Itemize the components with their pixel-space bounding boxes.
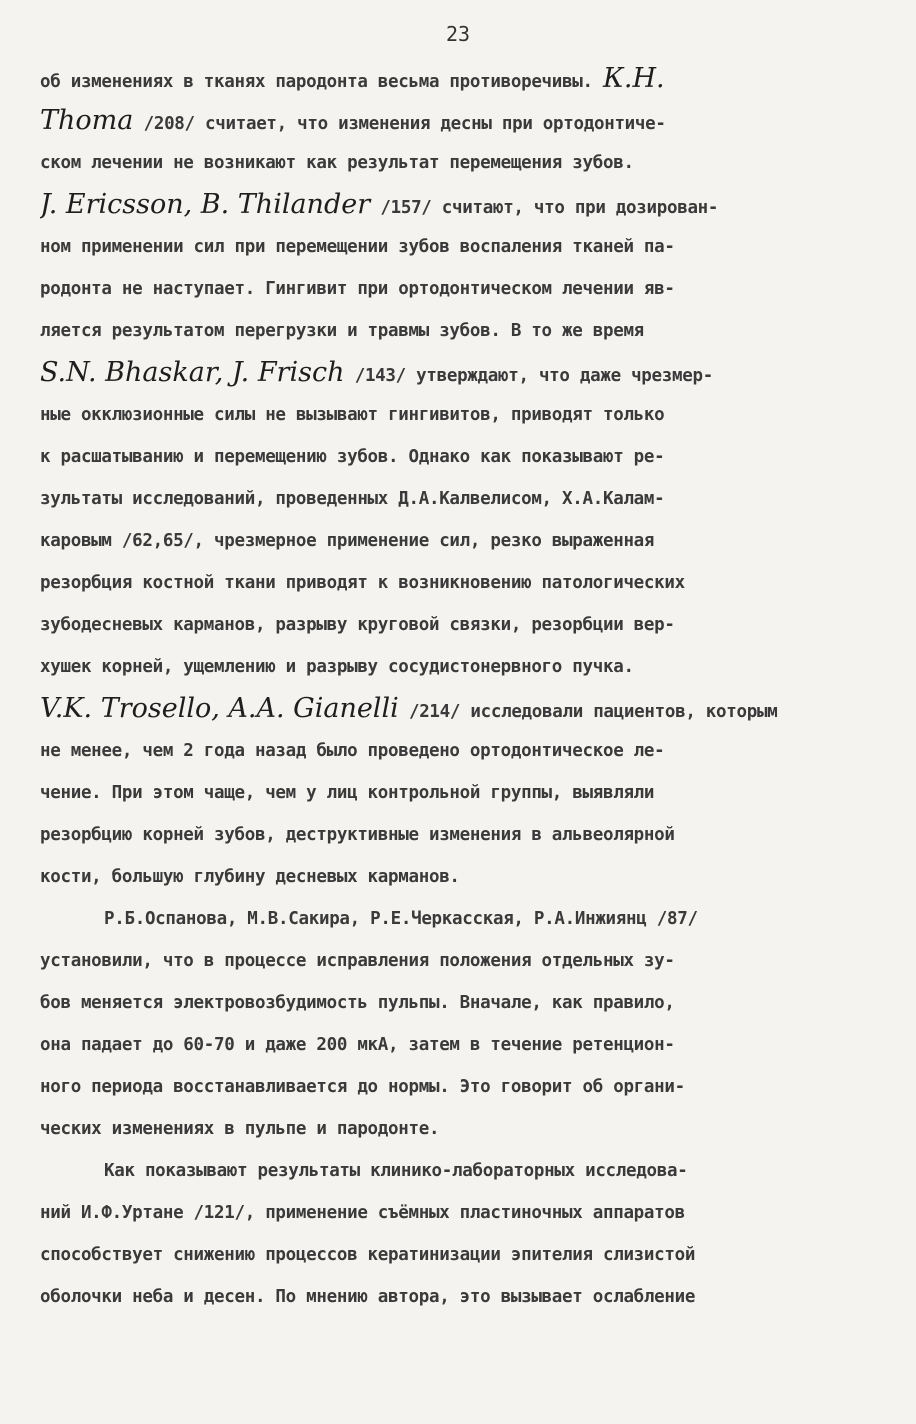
text-line — [40, 772, 880, 814]
line-segment: установили, что в процессе исправления положения отдельных зу- — [40, 951, 675, 971]
handwritten-name: J. Ericsson, B. Thilander — [40, 189, 371, 220]
line-segment: резорбцию корней зубов, деструктивные изменения в альвеолярной — [40, 825, 675, 845]
line-segment: /157/ считают, что при дозирован- — [370, 198, 719, 218]
line-segment: ного периода восстанавливается до нормы. Это говорит об органи- — [40, 1077, 685, 1097]
line-segment: бов меняется электровозбудимость пульпы. Вначале, как правило, — [40, 993, 675, 1013]
text-line — [40, 1066, 880, 1108]
text-line — [40, 310, 880, 352]
line-segment: /214/ исследовали пациентов, которым — [398, 702, 778, 722]
line-segment: /143/ утверждают, что даже чрезмер- — [344, 366, 713, 386]
text-line — [40, 226, 880, 268]
line-segment: каровым /62,65/, чрезмерное применение сил, резко выраженная — [40, 531, 655, 551]
text-line — [40, 100, 880, 142]
body-text — [40, 58, 880, 1318]
line-segment: к расшатыванию и перемещению зубов. Однако как показывают ре- — [40, 447, 665, 467]
text-line — [40, 1150, 880, 1192]
line-segment: чение. При этом чаще, чем у лиц контрольной группы, выявляли — [40, 783, 655, 803]
line-segment: кости, большую глубину десневых карманов. — [40, 867, 460, 887]
text-line — [40, 142, 880, 184]
line-segment: не менее, чем 2 года назад было проведено ортодонтическое ле- — [40, 741, 665, 761]
handwritten-name: Thoma — [40, 105, 134, 136]
page-number: 23 — [445, 22, 471, 46]
text-line — [40, 1024, 880, 1066]
line-segment: об изменениях в тканях пародонта весьма противоречивы. — [40, 72, 603, 92]
text-line — [40, 520, 880, 562]
text-line — [40, 268, 880, 310]
handwritten-name: S.N. Bhaskar, J. Frisch — [40, 357, 345, 388]
line-segment: резорбция костной ткани приводят к возникновению патологических — [40, 573, 685, 593]
text-line — [40, 646, 880, 688]
text-line — [40, 562, 880, 604]
line-segment: ные окклюзионные силы не вызывают гингивитов, приводят только — [40, 405, 665, 425]
line-segment: Как показывают результаты клинико-лабораторных исследова- — [104, 1161, 688, 1181]
line-segment: ческих изменениях в пульпе и пародонте. — [40, 1119, 440, 1139]
text-line — [40, 1108, 880, 1150]
line-segment: ляется результатом перегрузки и травмы зубов. В то же время — [40, 321, 644, 341]
line-segment: она падает до 60-70 и даже 200 мкА, затем в течение ретенцион- — [40, 1035, 675, 1055]
line-segment: родонта не наступает. Гингивит при ортодонтическом лечении яв- — [40, 279, 675, 299]
text-line — [40, 1234, 880, 1276]
text-line — [40, 814, 880, 856]
text-line — [40, 184, 880, 226]
line-segment: оболочки неба и десен. По мнению автора, это вызывает ослабление — [40, 1287, 696, 1307]
text-line — [40, 352, 880, 394]
text-line — [40, 856, 880, 898]
text-line — [40, 688, 880, 730]
handwritten-name: V.K. Trosello, A.A. Gianelli — [40, 693, 399, 724]
line-segment: ном применении сил при перемещении зубов воспаления тканей па- — [40, 237, 675, 257]
text-line — [40, 898, 880, 940]
text-line — [40, 436, 880, 478]
text-line — [40, 58, 880, 100]
line-segment: способствует снижению процессов кератинизации эпителия слизистой — [40, 1245, 696, 1265]
text-line — [40, 940, 880, 982]
text-line — [40, 1192, 880, 1234]
line-segment: ском лечении не возникают как результат перемещения зубов. — [40, 153, 634, 173]
text-line — [40, 982, 880, 1024]
text-line — [40, 730, 880, 772]
text-line — [40, 604, 880, 646]
handwritten-name: К.Н. — [602, 63, 665, 94]
text-line — [40, 394, 880, 436]
line-segment: ний И.Ф.Уртане /121/, применение съёмных пластиночных аппаратов — [40, 1203, 685, 1223]
line-segment: зультаты исследований, проведенных Д.А.Калвелисом, Х.А.Калам- — [40, 489, 665, 509]
line-segment: Р.Б.Оспанова, М.В.Сакира, Р.Е.Черкасская, Р.А.Инжиянц /87/ — [104, 909, 698, 929]
text-line — [40, 1276, 880, 1318]
line-segment: хушек корней, ущемлению и разрыву сосудистонервного пучка. — [40, 657, 634, 677]
line-segment: /208/ считает, что изменения десны при ортодонтиче- — [133, 114, 666, 134]
line-segment: зубодесневых карманов, разрыву круговой связки, резорбции вер- — [40, 615, 675, 635]
text-line — [40, 478, 880, 520]
